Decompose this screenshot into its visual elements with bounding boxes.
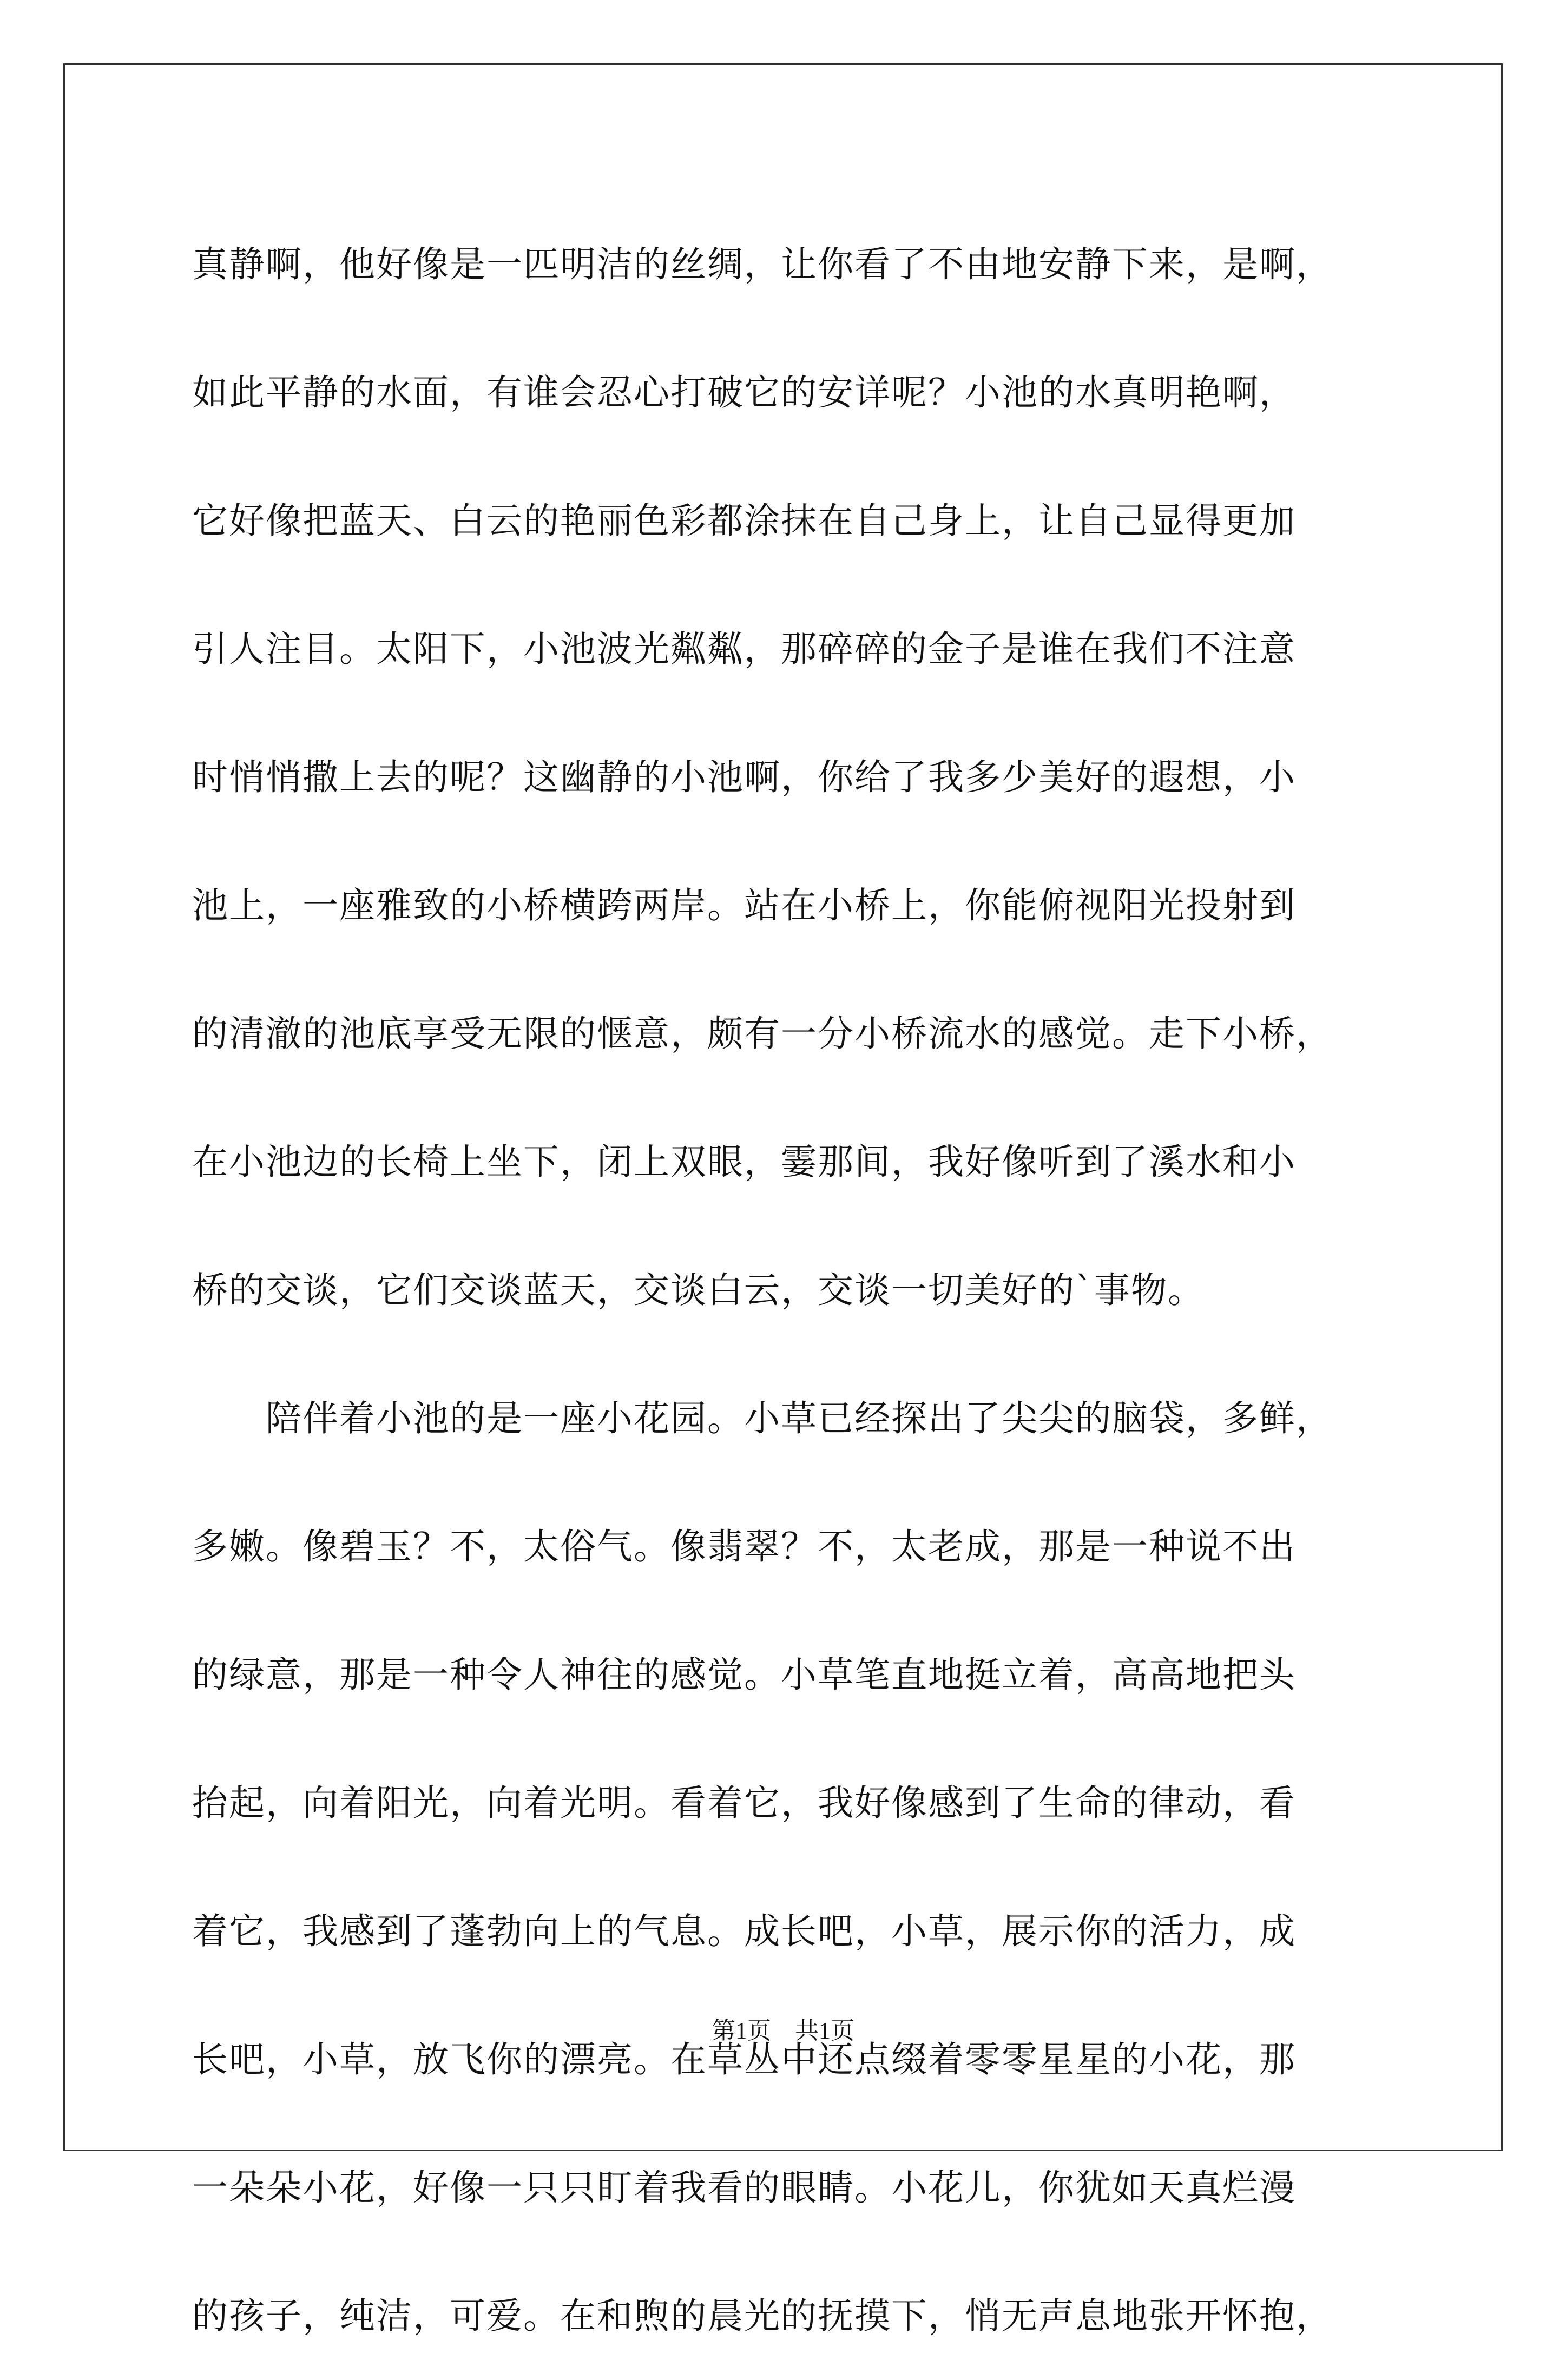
- text-line: 的清澈的池底享受无限的惬意，颇有一分小桥流水的感觉。走下小桥，: [192, 1013, 1333, 1054]
- document-body: [192, 200, 1383, 2380]
- text-line: 的孩子，纯洁，可爱。在和煦的晨光的抚摸下，悄无声息地张开怀抱，: [192, 2295, 1333, 2337]
- text-line: 一朵朵小花，好像一只只盯着我看的眼睛。小花儿，你犹如天真烂漫: [192, 2167, 1296, 2208]
- text-line: 引人注目。太阳下，小池波光粼粼，那碎碎的金子是谁在我们不注意: [192, 628, 1296, 670]
- text-line: 它好像把蓝天、白云的艳丽色彩都涂抹在自己身上，让自己显得更加: [192, 500, 1296, 542]
- text-line: 抬起，向着阳光，向着光明。看着它，我好像感到了生命的律动，看: [192, 1782, 1296, 1824]
- text-line: 真静啊，他好像是一匹明洁的丝绸，让你看了不由地安静下来，是啊，: [192, 243, 1333, 285]
- text-line: 如此平静的水面，有谁会忍心打破它的安详呢？小池的水真明艳啊，: [192, 372, 1296, 413]
- paragraph-start-line: 陪伴着小池的是一座小花园。小草已经探出了尖尖的脑袋，多鲜，: [192, 1397, 1333, 1439]
- text-line: 桥的交谈，它们交谈蓝天，交谈白云，交谈一切美好的`事物。: [192, 1269, 1205, 1311]
- page-footer: 第1页 共1页: [712, 2018, 854, 2044]
- text-line: 时悄悄撒上去的呢？这幽静的小池啊，你给了我多少美好的遐想，小: [192, 756, 1296, 798]
- text-line: 着它，我感到了蓬勃向上的气息。成长吧，小草，展示你的活力，成: [192, 1910, 1296, 1952]
- text-line: 池上，一座雅致的小桥横跨两岸。站在小桥上，你能俯视阳光投射到: [192, 885, 1296, 926]
- text-line: 多嫩。像碧玉？不，太俗气。像翡翠？不，太老成，那是一种说不出: [192, 1526, 1296, 1567]
- text-line: 的绿意，那是一种令人神往的感觉。小草笔直地挺立着，高高地把头: [192, 1654, 1296, 1696]
- text-line: 在小池边的长椅上坐下，闭上双眼，霎那间，我好像听到了溪水和小: [192, 1141, 1296, 1183]
- text-line: 长吧，小草，放飞你的漂亮。在草丛中还点缀着零零星星的小花，那: [192, 2039, 1296, 2080]
